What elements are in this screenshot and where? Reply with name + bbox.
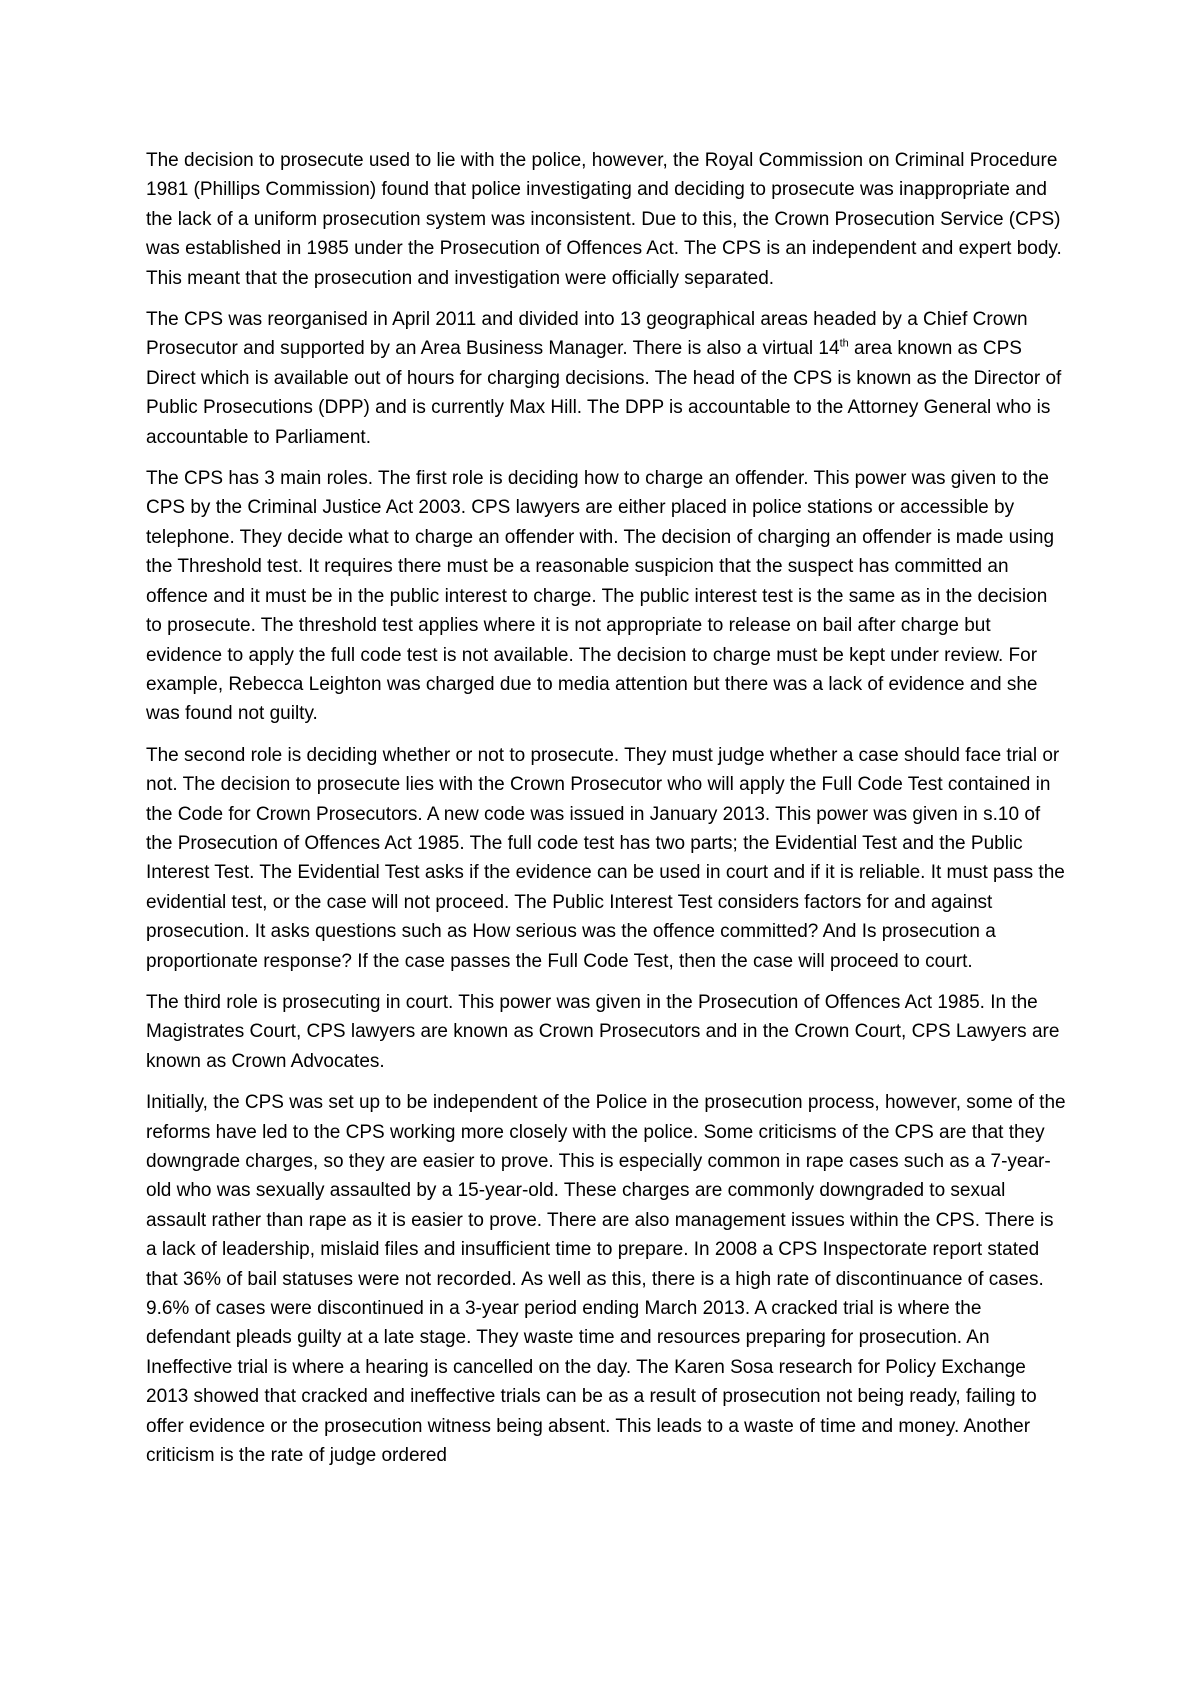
paragraph-cps-reorganisation bbox=[146, 305, 1066, 452]
paragraph-third-role: The third role is prosecuting in court. This power was given in the Prosecution of Offences Act 1985. In the Magistrates Court, CPS lawyers are known as Crown Prosecutors and in the Crown Court, CPS Lawyers are known as Crown Advocates. bbox=[146, 991, 1060, 1072]
ordinal-superscript: th bbox=[839, 338, 849, 351]
document-body bbox=[146, 146, 1066, 1482]
paragraph-text-after-superscript: area known as CPS Direct which is available out of hours for charging decisions. The head of the CPS is known as the Director of Public Prosecutions (DPP) and is currently Max Hill. The DPP is accountable to the Attorney General who is accountable to Parliament. bbox=[146, 338, 1062, 448]
paragraph-cps-origin: The decision to prosecute used to lie with the police, however, the Royal Commission on Criminal Procedure 1981 (Phillips Commission) found that police investigating and deciding to prosecute was inappropriate and the lack of a uniform prosecution system was inconsistent. Due to this, the Crown Prosecution Service (CPS) was established in 1985 under the Prosecution of Offences Act. The CPS is an independent and expert body. This meant that the prosecution and investigation were officially separated. bbox=[146, 150, 1062, 289]
paragraph-criticisms: Initially, the CPS was set up to be independent of the Police in the prosecution process, however, some of the reforms have led to the CPS working more closely with the police. Some criticisms of the CPS are that they downgrade charges, so they are easier to prove. This is especially common in rape cases such as a 7-year-old who was sexually assaulted by a 15-year-old. These charges are commonly downgraded to sexual assault rather than rape as it is easier to prove. There are also management issues within the CPS. There is a lack of leadership, mislaid files and insufficient time to prepare. In 2008 a CPS Inspectorate report stated that 36% of bail statuses were not recorded. As well as this, there is a high rate of discontinuance of cases. 9.6% of cases were discontinued in a 3-year period ending March 2013. A cracked trial is where the defendant pleads guilty at a late stage. They waste time and resources preparing for prosecution. An Ineffective trial is where a hearing is cancelled on the day. The Karen Sosa research for Policy Exchange 2013 showed that cracked and ineffective trials can be as a result of prosecution not being ready, failing to offer evidence or the prosecution witness being absent. This leads to a waste of time and money. Another criticism is the rate of judge ordered bbox=[146, 1092, 1066, 1467]
paragraph-text-before-superscript: The CPS was reorganised in April 2011 and divided into 13 geographical areas headed by a Chief Crown Prosecutor and supported by an Area Business Manager. There is also a virtual 14 bbox=[146, 309, 1028, 360]
paragraph-second-role: The second role is deciding whether or not to prosecute. They must judge whether a case should face trial or not. The decision to prosecute lies with the Crown Prosecutor who will apply the Full Code Test contained in the Code for Crown Prosecutors. A new code was issued in January 2013. This power was given in s.10 of the Prosecution of Offences Act 1985. The full code test has two parts; the Evidential Test and the Public Interest Test. The Evidential Test asks if the evidence can be used in court and if it is reliable. It must pass the evidential test, or the case will not proceed. The Public Interest Test considers factors for and against prosecution. It asks questions such as How serious was the offence committed? And Is prosecution a proportionate response? If the case passes the Full Code Test, then the case will proceed to court. bbox=[146, 744, 1065, 972]
paragraph-first-role: The CPS has 3 main roles. The first role is deciding how to charge an offender. This power was given to the CPS by the Criminal Justice Act 2003. CPS lawyers are either placed in police stations or accessible by telephone. They decide what to charge an offender with. The decision of charging an offender is made using the Threshold test. It requires there must be a reasonable suspicion that the suspect has committed an offence and it must be in the public interest to charge. The public interest test is the same as in the decision to prosecute. The threshold test applies where it is not appropriate to release on bail after charge but evidence to apply the full code test is not available. The decision to charge must be kept under review. For example, Rebecca Leighton was charged due to media attention but there was a lack of evidence and she was found not guilty. bbox=[146, 468, 1055, 725]
